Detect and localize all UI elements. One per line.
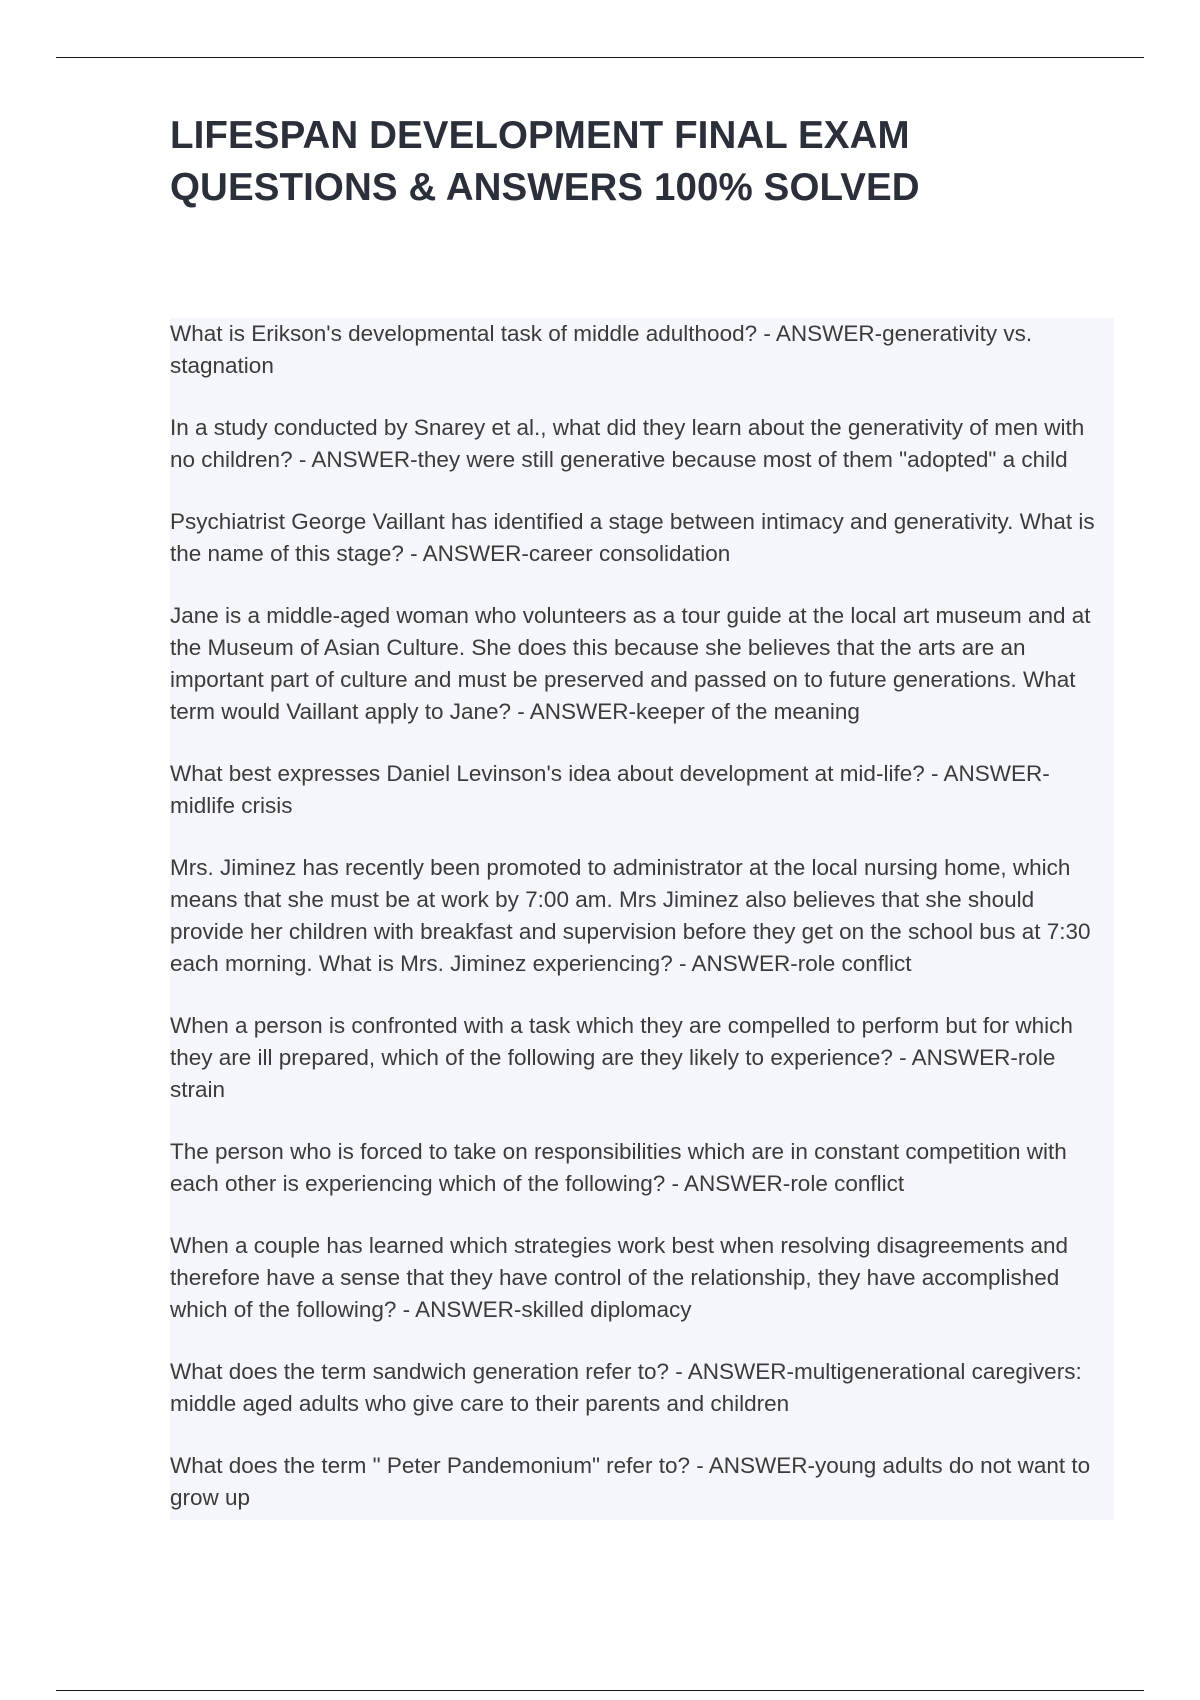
qa-item [170,600,1114,728]
answer-separator: - ANSWER- [757,321,883,346]
qa-item [170,506,1114,570]
answer-separator: - ANSWER- [689,1453,815,1478]
question-text: What does the term sandwich generation refer to? [170,1359,670,1384]
question-text: Mrs. Jiminez has recently been promoted to administrator at the local nursing home, which means that she must be at work by 7:00 am. Mrs Jiminez also believes that she should provide her children with breakfast and supervision before they get on the school bus at 7:30 each morning. What is Mrs. Jiminez experiencing? [170,855,1091,976]
qa-item [170,1450,1114,1514]
answer-text: young adults do not want to grow up [170,1453,1091,1510]
question-text: Jane is a middle-aged woman who volunteers as a tour guide at the local art museum and at the Museum of Asian Culture. She does this because she believes that the arts are an important part of culture and must be preserved and passed on to future generations. What term would Vaillant apply to Jane? [170,603,1091,724]
answer-text: they were still generative because most of them "adopted" a child [417,447,1068,472]
qa-list [170,318,1114,1520]
document-title [170,110,1130,214]
qa-item [170,1010,1114,1106]
qa-item [170,758,1114,822]
answer-separator: - ANSWER- [396,1297,522,1322]
answer-separator: - ANSWER- [292,447,418,472]
answer-text: midlife crisis [170,793,293,818]
question-text: What best expresses Daniel Levinson's idea about development at mid-life? [170,761,925,786]
question-text: When a couple has learned which strategies work best when resolving disagreements and therefore have a sense that they have control of the relationship, they have accomplished which of the following? [170,1233,1069,1322]
qa-item [170,1230,1114,1326]
question-text: What does the term " Peter Pandemonium" refer to? [170,1453,690,1478]
answer-separator: - ANSWER- [672,951,798,976]
answer-text: role strain [170,1045,1056,1102]
qa-item [170,852,1114,980]
answer-text: skilled diplomacy [521,1297,692,1322]
qa-item [170,412,1114,476]
answer-text: keeper of the meaning [636,699,860,724]
answer-separator: - ANSWER- [403,541,529,566]
answer-separator: - ANSWER- [511,699,637,724]
qa-item [170,1136,1114,1200]
answer-separator: - ANSWER- [665,1171,791,1196]
bottom-rule [56,1690,1144,1691]
qa-item [170,318,1114,382]
title-line-1: LIFESPAN DEVELOPMENT FINAL EXAM [170,114,910,157]
answer-text: multigenerational caregivers: middle aged adults who give care to their parents and children [170,1359,1082,1416]
answer-text: role conflict [797,951,912,976]
answer-separator: - ANSWER- [892,1045,1018,1070]
title-line-2: QUESTIONS & ANSWERS 100% SOLVED [170,166,920,209]
answer-text: role conflict [790,1171,905,1196]
question-text: When a person is confronted with a task which they are compelled to perform but for which they are ill prepared, which of the following are they likely to experience? [170,1013,1073,1070]
top-rule [56,57,1144,58]
question-text: The person who is forced to take on responsibilities which are in constant competition with each other is experiencing which of the following? [170,1139,1067,1196]
question-text: What is Erikson's developmental task of middle adulthood? [170,321,758,346]
question-text: In a study conducted by Snarey et al., what did they learn about the generativity of men with no children? [170,415,1085,472]
question-text: Psychiatrist George Vaillant has identified a stage between intimacy and generativity. What is the name of this stage? [170,509,1095,566]
answer-text: generativity vs. stagnation [170,321,1033,378]
qa-item [170,1356,1114,1420]
answer-separator: - ANSWER- [669,1359,795,1384]
answer-separator: - ANSWER- [924,761,1050,786]
answer-text: career consolidation [528,541,731,566]
